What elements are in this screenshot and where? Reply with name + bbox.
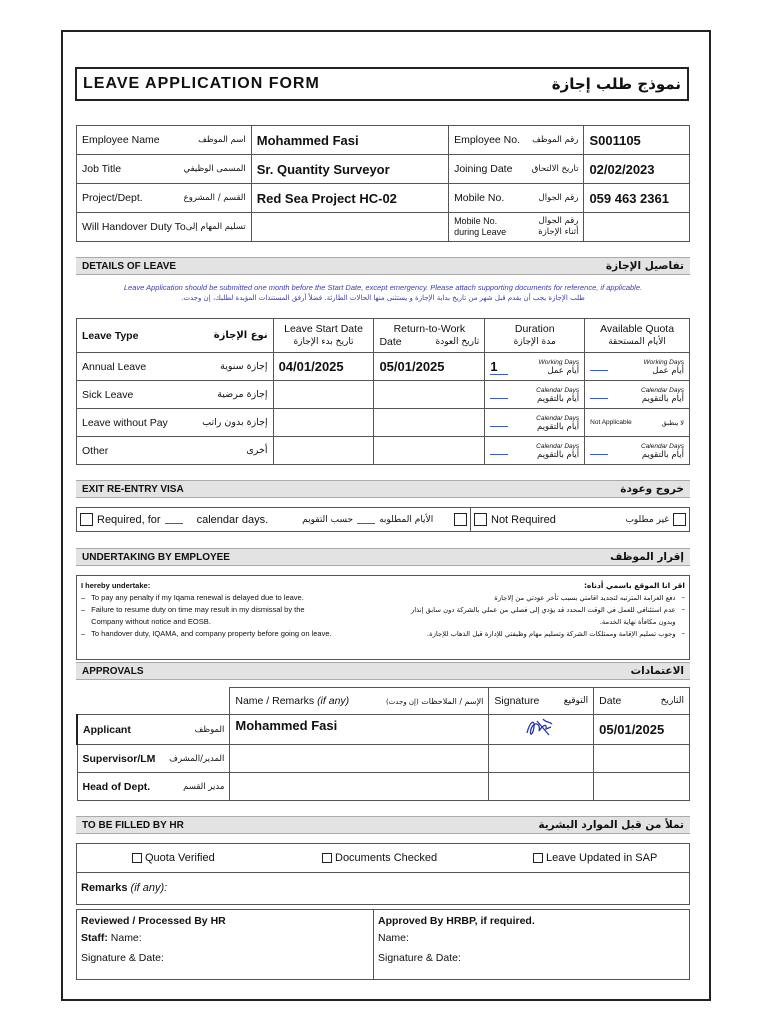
- visa-required-checkbox[interactable]: [80, 513, 93, 526]
- hr-header: [76, 816, 690, 834]
- joining-date-label-ar: تاريخ الالتحاق: [531, 164, 579, 174]
- annual-quota-unit: Working Days: [643, 358, 684, 366]
- visa-not-required-label: Not Required: [491, 513, 556, 526]
- form-title: [75, 67, 689, 101]
- col-return-ar: تاريخ العودة: [435, 336, 480, 347]
- undertaking-intro-ar: اقر انا الموقع باسمي أدناه:: [583, 581, 685, 590]
- hrbp-signature-label[interactable]: Signature & Date:: [378, 952, 461, 964]
- leave-updated-check[interactable]: [533, 852, 657, 864]
- form-title-en: LEAVE APPLICATION FORM: [83, 75, 320, 92]
- col-signature: Signature: [494, 695, 540, 707]
- annual-quota-field[interactable]: [590, 362, 608, 371]
- role-applicant: Applicant: [83, 723, 131, 736]
- unpaid-duration-field[interactable]: [490, 418, 508, 427]
- col-date: Date: [599, 695, 622, 707]
- sick-quota-unit: Calendar Days: [641, 386, 684, 394]
- head-date-field[interactable]: [594, 773, 690, 801]
- visa-required-checkbox-ar[interactable]: [454, 513, 467, 526]
- leave-type-other: Other: [82, 444, 109, 457]
- sick-dur-unit-ar: أيام بالتقويم: [537, 393, 580, 404]
- role-head-ar: مدير القسم: [183, 781, 225, 792]
- leave-type-other-ar: أخرى: [246, 445, 268, 456]
- annual-duration-field[interactable]: 1: [490, 359, 508, 375]
- sick-start-field[interactable]: [273, 381, 374, 409]
- supervisor-signature-field[interactable]: [489, 745, 594, 773]
- undertaking-item-1: To pay any penalty if my Iqama renewal is delayed due to leave.: [91, 593, 304, 602]
- unpaid-return-field[interactable]: [374, 409, 485, 437]
- quota-verified-label: Quota Verified: [145, 852, 215, 864]
- annual-return-field[interactable]: 05/01/2025: [374, 353, 485, 381]
- details-note-ar: طلب الإجازة يجب أن يقدم قبل شهر من تاريخ بداية الإجازة و يستثنى منها الحالات الطارئة. فضلاً أرفق المستندات المؤيدة لطلبك، إن وجدت.: [181, 294, 585, 302]
- annual-start-field[interactable]: 04/01/2025: [273, 353, 374, 381]
- other-dur-unit-ar: أيام بالتقويم: [537, 449, 580, 460]
- leave-updated-label: Leave Updated in SAP: [546, 852, 658, 864]
- other-quota-unit-ar: أيام بالتقويم: [641, 449, 684, 460]
- signature-icon: [521, 715, 561, 741]
- role-applicant-ar: الموظف: [194, 724, 225, 735]
- sick-duration-field[interactable]: [490, 390, 508, 399]
- employee-table: [76, 125, 690, 242]
- staff-signature-label[interactable]: Signature & Date:: [81, 952, 164, 964]
- documents-checked-label: Documents Checked: [335, 852, 438, 864]
- col-return-2: Date: [379, 335, 402, 348]
- mobile-label: Mobile No.: [454, 192, 505, 204]
- mobile-leave-label-ar-1: رقم الجوال: [538, 216, 579, 226]
- handover-field[interactable]: [251, 213, 448, 242]
- leave-row-sick: [77, 381, 690, 409]
- undertaking-header: [76, 548, 690, 566]
- leave-type-sick-ar: إجازة مرضية: [217, 389, 268, 400]
- approvals-header: [76, 662, 690, 680]
- head-name-field[interactable]: [230, 773, 489, 801]
- undertaking-item-ar-3: وجوب تسليم الإقامة وممتلكات الشركة وتسليم مهام وظيفتي للإدارة قبل الذهاب للإجازة.: [426, 630, 676, 638]
- employee-no-label-ar: رقم الموظف: [532, 135, 579, 145]
- supervisor-date-field[interactable]: [594, 745, 690, 773]
- details-note: [76, 282, 690, 304]
- leave-type-annual: Annual Leave: [82, 360, 147, 373]
- details-header-ar: تفاصيل الإجازة: [605, 260, 684, 272]
- details-note-en: Leave Application should be submitted one month before the Start Date, except emergency. Please attach supporting documents for reference, if applicable.: [123, 283, 643, 292]
- hrbp-name-label[interactable]: Name:: [378, 932, 409, 944]
- leave-table: [76, 318, 690, 465]
- col-quota: Available Quota: [600, 322, 675, 335]
- employee-no-field[interactable]: S001105: [584, 126, 690, 155]
- approval-row-supervisor: [77, 745, 690, 773]
- visa-required-label: Required, for: [97, 513, 161, 526]
- quota-verified-check[interactable]: [132, 852, 215, 864]
- job-title-label: Job Title: [82, 163, 122, 175]
- leave-row-unpaid: [77, 409, 690, 437]
- other-return-field[interactable]: [374, 437, 485, 465]
- undertaking-item-ar-2: عدم استئنافي للعمل في الوقت المحدد قد يؤدي إلى فصلي من عملي بالشركة دون سابق إنذار: [410, 606, 676, 614]
- project-field[interactable]: Red Sea Project HC-02: [251, 184, 448, 213]
- mobile-leave-label-ar-2: أثناء الإجازة: [538, 227, 579, 237]
- visa-calendar-days-label: calendar days.: [196, 513, 269, 526]
- visa-days-field[interactable]: [165, 515, 183, 524]
- other-quota-field[interactable]: [590, 446, 608, 455]
- col-duration: Duration: [514, 322, 555, 335]
- undertaking-header-ar: إقرار الموظف: [610, 551, 684, 563]
- other-duration-field[interactable]: [490, 446, 508, 455]
- visa-header-en: EXIT RE-ENTRY VISA: [82, 483, 184, 495]
- unpaid-quota-unit: Not Applicable: [590, 419, 632, 426]
- role-supervisor: Supervisor/LM: [82, 752, 156, 765]
- col-name-ifany: (if any): [317, 695, 350, 707]
- mobile-leave-label-2: during Leave: [454, 227, 507, 237]
- quota-verified-checkbox[interactable]: [132, 853, 142, 863]
- visa-not-required-checkbox-ar[interactable]: [673, 513, 686, 526]
- staff-name-label[interactable]: Name:: [110, 932, 142, 944]
- undertaking-header-en: UNDERTAKING BY EMPLOYEE: [82, 551, 230, 563]
- mobile-leave-label-1: Mobile No.: [454, 216, 498, 226]
- applicant-date-field[interactable]: 05/01/2025: [594, 715, 690, 745]
- approvals-table: [76, 687, 690, 801]
- role-head: Head of Dept.: [82, 780, 151, 793]
- other-dur-unit: Calendar Days: [536, 442, 580, 450]
- documents-checked-check[interactable]: [322, 852, 437, 864]
- mobile-field[interactable]: 059 463 2361: [584, 184, 690, 213]
- sick-return-field[interactable]: [374, 381, 485, 409]
- undertaking-intro: I hereby undertake:: [81, 581, 151, 590]
- col-duration-ar: مدة الإجازة: [513, 336, 556, 347]
- visa-header-ar: خروج وعودة: [620, 483, 684, 495]
- col-date-ar: التاريخ: [660, 696, 684, 706]
- col-leave-type: Leave Type: [82, 329, 139, 342]
- unpaid-dur-unit: Calendar Days: [536, 414, 580, 422]
- visa-not-required-ar: غير مطلوب: [625, 514, 669, 525]
- col-return: Return-to-Work: [393, 322, 466, 335]
- leave-row-other: [77, 437, 690, 465]
- form-frame: [61, 30, 711, 1001]
- hr-remarks-ifany: (if any):: [130, 882, 168, 894]
- other-quota-unit: Calendar Days: [641, 442, 684, 450]
- approved-by-label: Approved By HRBP, if required.: [378, 915, 535, 927]
- project-label: Project/Dept.: [82, 192, 143, 204]
- employee-no-label: Employee No.: [454, 134, 521, 146]
- approval-row-applicant: [77, 715, 690, 745]
- leave-row-annual: [77, 353, 690, 381]
- hr-remarks-label: Remarks: [81, 882, 128, 894]
- col-quota-ar: الأيام المستحقة: [608, 336, 666, 347]
- joining-date-label: Joining Date: [454, 163, 513, 175]
- col-start-ar: تاريخ بدء الإجازة: [293, 336, 354, 347]
- mobile-label-ar: رقم الجوال: [538, 193, 579, 203]
- undertaking-item-ar-1: دفع الغرامة المترتبه لتجديد اقامتي بسبب تأخر عودتي من إلاجازة: [494, 594, 676, 602]
- approval-row-head: [77, 773, 690, 801]
- col-name-ar: الإسم / الملاحظات: [421, 696, 484, 706]
- leave-type-unpaid: Leave without Pay: [82, 416, 168, 429]
- col-name-remarks: Name / Remarks: [235, 695, 315, 707]
- undertaking-box: I hereby undertake: – To pay any penalty if my Iqama renewal is delayed due to leave. – Failure to resume duty on time may result in my dismissal by the Company without notice and EOSB. – To handover duty, IQAMA, and company property before going on leave. اقر انا الموقع باسمي أدناه: – دفع الغرامة المترتبه لتجديد اقامتي بسبب تأخر عودتي من إلاجازة – عدم استئنافي للعمل في الوقت المحدد قد يؤدي إلى فصلي من عملي بالشركة دون سابق إنذار وبدون مكافأة نهاية الخدمة. – وجوب تسليم الإقامة وممتلكات الشركة وتسليم مهام وظيفتي للإدارة قبل الذهاب للإجازة.: [76, 575, 690, 660]
- staff-label: Staff:: [81, 932, 108, 944]
- mobile-leave-field[interactable]: [584, 213, 690, 242]
- unpaid-quota-unit-ar: لا ينطبق: [661, 418, 684, 427]
- form-title-ar: نموذج طلب إجازة: [551, 75, 681, 93]
- col-start: Leave Start Date: [284, 322, 363, 335]
- leave-type-annual-ar: إجازة سنوية: [220, 361, 268, 372]
- leave-updated-checkbox[interactable]: [533, 853, 543, 863]
- role-supervisor-ar: المدير/المشرف: [169, 753, 225, 764]
- unpaid-dur-unit-ar: أيام بالتقويم: [537, 421, 580, 432]
- col-name-ar-2: (إن وجدت): [385, 697, 419, 706]
- project-label-ar: القسم / المشروع: [183, 193, 246, 203]
- unpaid-start-field[interactable]: [273, 409, 374, 437]
- visa-days-required-ar: الأيام المطلوبه: [379, 514, 434, 525]
- hr-remarks[interactable]: [81, 882, 167, 894]
- annual-dur-unit: Working Days: [538, 358, 580, 366]
- leave-type-unpaid-ar: إجازة بدون راتب: [202, 417, 268, 428]
- documents-checked-checkbox[interactable]: [322, 853, 332, 863]
- joining-date-field[interactable]: 02/02/2023: [584, 155, 690, 184]
- visa-header: [76, 480, 690, 498]
- visa-calendar-ar: حسب التقويم: [302, 514, 354, 525]
- hr-checks: [76, 843, 690, 905]
- undertaking-item-2: Failure to resume duty on time may result in my dismissal by the: [91, 605, 305, 614]
- employee-name-label-ar: اسم الموظف: [198, 135, 246, 145]
- applicant-signature-field[interactable]: [489, 715, 594, 745]
- leave-type-sick: Sick Leave: [82, 388, 134, 401]
- col-leave-type-ar: نوع الإجازة: [213, 330, 268, 341]
- annual-dur-unit-ar: أيام عمل: [547, 365, 580, 376]
- sick-quota-field[interactable]: [590, 390, 608, 399]
- undertaking-item-ar-2b: وبدون مكافأة نهاية الخدمة.: [599, 618, 676, 626]
- visa-days-field-ar[interactable]: [357, 515, 375, 524]
- sick-dur-unit: Calendar Days: [536, 386, 580, 394]
- other-start-field[interactable]: [273, 437, 374, 465]
- undertaking-item-3: To handover duty, IQAMA, and company property before going on leave.: [91, 629, 332, 638]
- approvals-header-ar: الاعتمادات: [630, 665, 684, 677]
- approvals-header-en: APPROVALS: [82, 665, 144, 677]
- col-signature-ar: التوقيع: [563, 696, 589, 706]
- annual-quota-unit-ar: أيام عمل: [652, 365, 684, 376]
- job-title-label-ar: المسمى الوظيفي: [183, 164, 246, 174]
- visa-not-required-checkbox[interactable]: [474, 513, 487, 526]
- handover-label-ar: تسليم المهام إلى: [185, 222, 246, 232]
- employee-name-label: Employee Name: [82, 134, 160, 146]
- details-header-en: DETAILS OF LEAVE: [82, 260, 177, 272]
- hr-header-ar: تملأ من قبل الموارد البشرية: [538, 819, 684, 831]
- handover-label: Will Handover Duty To: [82, 221, 186, 233]
- job-title-field[interactable]: Sr. Quantity Surveyor: [251, 155, 448, 184]
- hr-signoff: [76, 909, 690, 980]
- undertaking-item-2b: Company without notice and EOSB.: [91, 617, 211, 626]
- hr-header-en: TO BE FILLED BY HR: [82, 819, 184, 831]
- supervisor-name-field[interactable]: [230, 745, 489, 773]
- head-signature-field[interactable]: [489, 773, 594, 801]
- details-header: [76, 257, 690, 275]
- visa-row: [76, 507, 690, 532]
- sick-quota-unit-ar: أيام بالتقويم: [641, 393, 684, 404]
- applicant-name-field[interactable]: Mohammed Fasi: [230, 715, 489, 745]
- employee-name-field[interactable]: Mohammed Fasi: [251, 126, 448, 155]
- reviewed-by-label: Reviewed / Processed By HR: [81, 915, 226, 927]
